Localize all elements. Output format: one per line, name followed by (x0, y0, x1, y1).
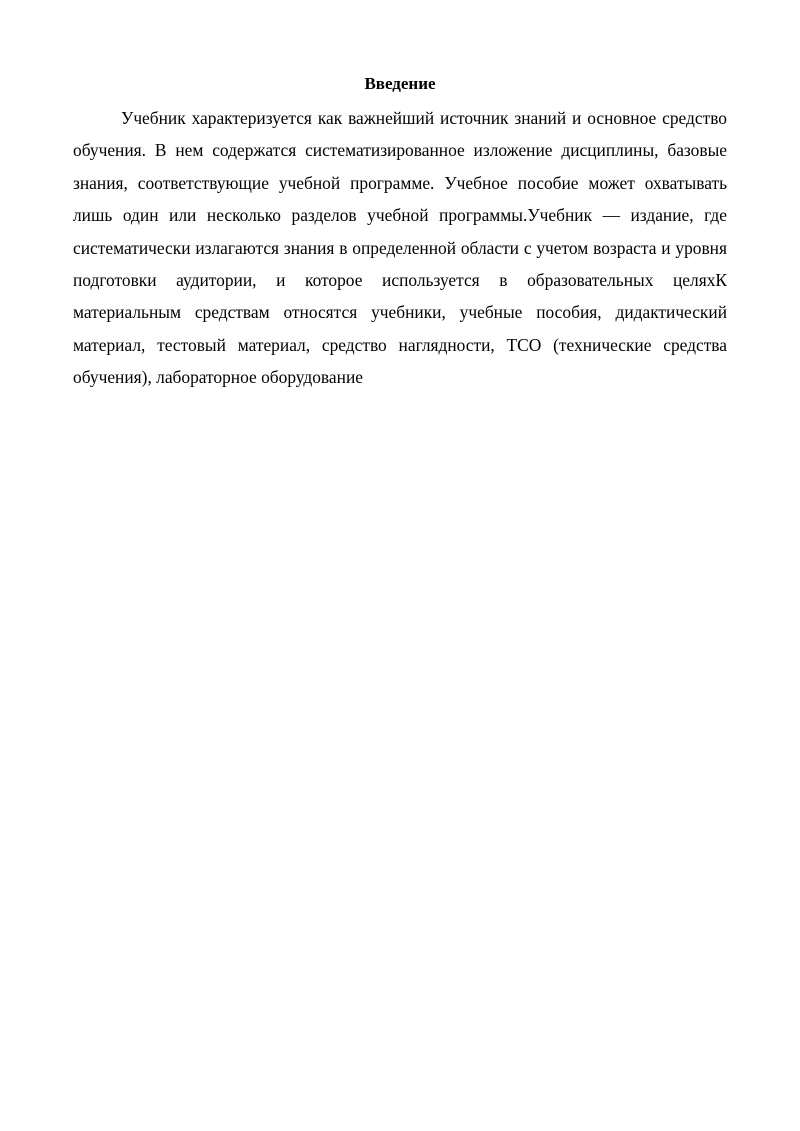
page-title: Введение (364, 74, 436, 93)
body-paragraph: Учебник характеризуется как важнейший источник знаний и основное средство обучения. В нем содержатся систематизированное изложение дисциплины, базовые знания, соответствующие учебной программе. Учебное пособие может охватывать лишь один или несколько разделов учебной программы.Учебник — издание, где систематически излагаются знания в определенной области с учетом возраста и уровня подготовки аудитории, и которое используется в образовательных целяхК материальным средствам относятся учебники, учебные пособия, дидактический материал, тестовый материал, средство наглядности, ТСО (технические средства обучения), лабораторное оборудование (73, 108, 727, 388)
